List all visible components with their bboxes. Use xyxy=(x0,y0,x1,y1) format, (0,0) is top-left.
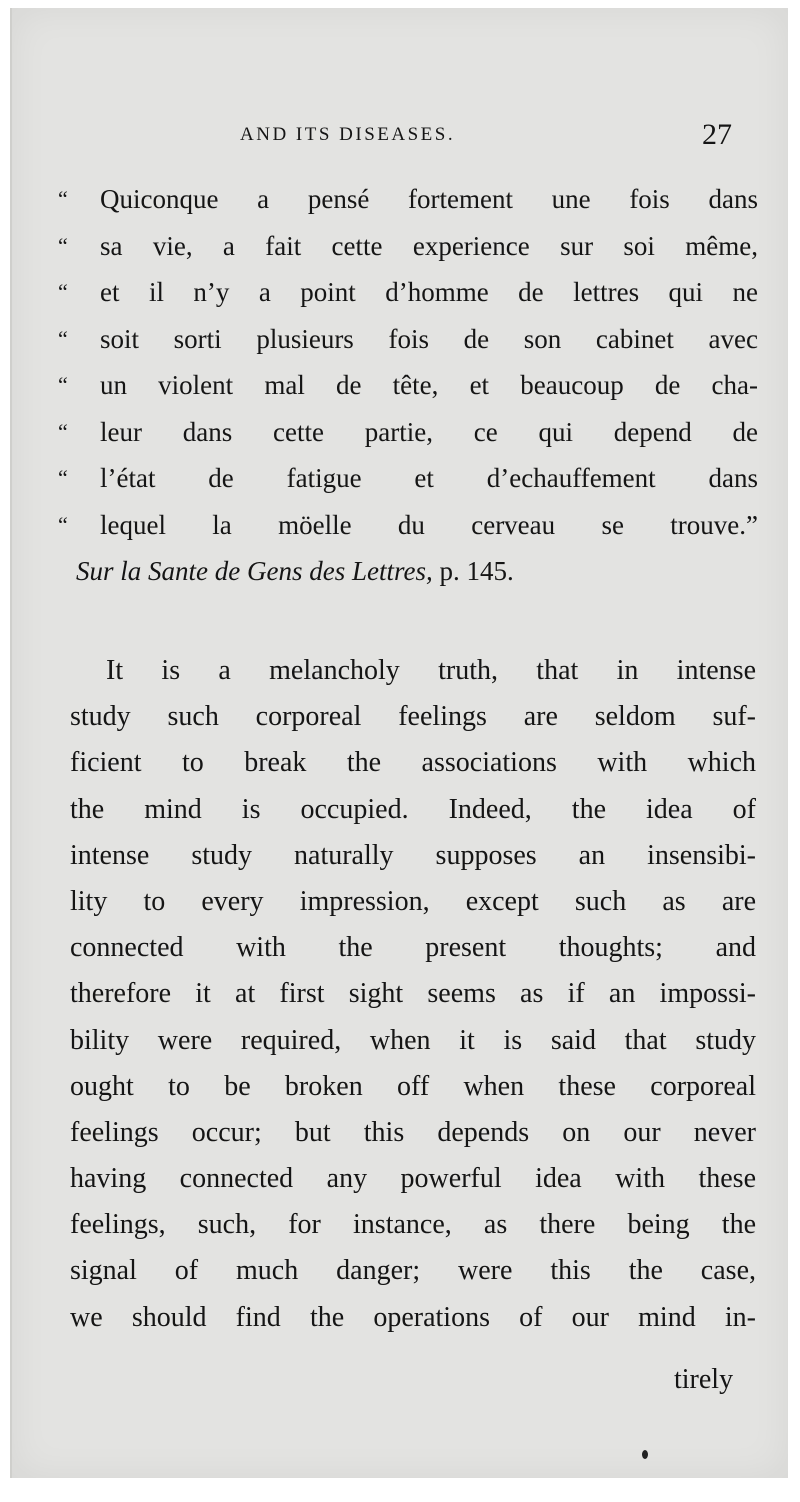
quote-line-text: et il n’y a point d’homme de lettres qui ne xyxy=(100,277,758,307)
quote-mark: “ xyxy=(58,465,68,490)
quote-line xyxy=(58,269,758,316)
body-paragraph xyxy=(70,648,756,1341)
body-line: bility were required, when it is said that study xyxy=(70,1024,756,1056)
quote-line-text: un violent mal de tête, et beaucoup de cha- xyxy=(100,370,758,400)
body-line: ficient to break the associations with which xyxy=(70,747,756,779)
quote-mark: “ xyxy=(58,232,68,258)
quote-mark: “ xyxy=(58,325,68,351)
body-line: we should find the operations of our mind in- xyxy=(70,1301,756,1333)
body-line: It is a melancholy truth, that in intense xyxy=(106,655,756,686)
body-line: intense study naturally supposes an insensibi- xyxy=(70,839,756,871)
body-line: ought to be broken off when these corporeal xyxy=(70,1070,756,1102)
citation-title: Sur la Sante de Gens des Lettres, xyxy=(76,556,433,586)
quote-line xyxy=(58,316,758,363)
quote-line xyxy=(58,223,758,270)
body-line: the mind is occupied. Indeed, the idea of xyxy=(70,793,756,825)
body-line: study such corporeal feelings are seldom suf- xyxy=(70,701,756,733)
page-number: 27 xyxy=(702,118,732,151)
quote-line-text: Quiconque a pensé fortement une fois dans xyxy=(100,184,758,214)
quote-mark: “ xyxy=(58,372,68,397)
quote-mark: “ xyxy=(58,418,68,444)
body-line: feelings occur; but this depends on our never xyxy=(70,1116,756,1148)
body-line: lity to every impression, except such as are xyxy=(70,885,756,917)
quote-line-text: sa vie, a fait cette experience sur soi même, xyxy=(100,230,758,261)
body-line: signal of much danger; were this the case, xyxy=(70,1255,756,1287)
quote-line-text: leur dans cette partie, ce qui depend de xyxy=(100,416,758,447)
body-line: feelings, such, for instance, as there being the xyxy=(70,1209,756,1241)
quote-line-text: l’état de fatigue et d’echauffement dans xyxy=(100,463,758,493)
page-header xyxy=(12,118,788,164)
catchword: tirely xyxy=(674,1364,734,1395)
citation-page: p. 145. xyxy=(439,556,514,586)
citation xyxy=(58,548,758,595)
quote-line xyxy=(58,409,758,456)
book-page xyxy=(10,8,788,1478)
quote-mark: “ xyxy=(58,511,68,537)
quote-line xyxy=(58,502,758,549)
quote-line-text: soit sorti plusieurs fois de son cabinet avec xyxy=(100,323,758,354)
quote-line-text: lequel la möelle du cerveau se trouve.” xyxy=(100,509,758,540)
quote-line xyxy=(58,455,758,502)
quote-line xyxy=(58,176,758,223)
body-line: having connected any powerful idea with these xyxy=(70,1163,756,1195)
quote-mark: “ xyxy=(58,279,68,304)
quote-line xyxy=(58,362,758,409)
french-quotation xyxy=(58,176,758,595)
running-head: AND ITS DISEASES. xyxy=(240,124,456,145)
quote-mark: “ xyxy=(58,186,68,211)
ink-speck xyxy=(642,1450,648,1459)
body-line: connected with the present thoughts; and xyxy=(70,932,756,964)
body-line: therefore it at first sight seems as if an impossi- xyxy=(70,978,756,1010)
